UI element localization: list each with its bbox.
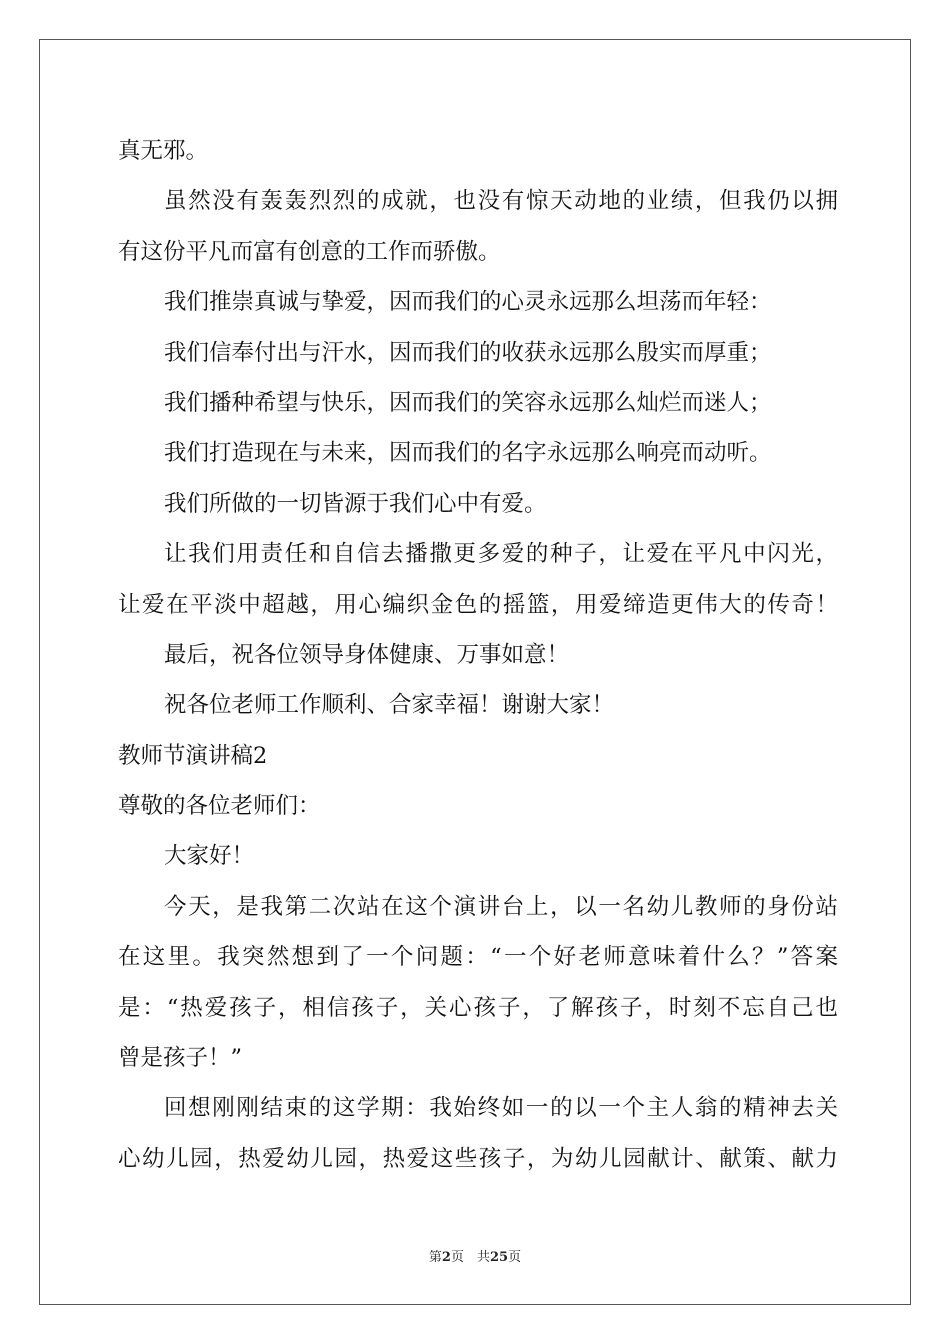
greeting: 大家好！ [164, 843, 255, 870]
paragraph-line: 回想刚刚结束的这学期：我始终如一的以一个主人翁的精神去关 [164, 1095, 838, 1122]
footer-mid: 页 共 [450, 1250, 490, 1265]
section-title: 教师节演讲稿2 [118, 742, 268, 769]
paragraph-line: 在这里。我突然想到了一个问题：“一个好老师意味着什么？”答案 [118, 944, 838, 971]
document-body [118, 126, 838, 1184]
paragraph-line: 是：“热爱孩子，相信孩子，关心孩子，了解孩子，时刻不忘自己也 [118, 994, 838, 1021]
paragraph-line: 我们信奉付出与汗水，因而我们的收获永远那么殷实而厚重； [164, 339, 772, 366]
paragraph-line: 真无邪。 [118, 138, 209, 164]
paragraph-line: 虽然没有轰轰烈烈的成就，也没有惊天动地的业绩，但我仍以拥 [164, 188, 838, 215]
paragraph-line: 今天，是我第二次站在这个演讲台上，以一名幼儿教师的身份站 [164, 893, 838, 920]
total-pages: 25 [489, 1250, 509, 1265]
paragraph-line: 我们所做的一切皆源于我们心中有爱。 [164, 490, 547, 517]
paragraph-line: 最后，祝各位领导身体健康、万事如意！ [164, 641, 570, 668]
paragraph-line: 我们推崇真诚与挚爱，因而我们的心灵永远那么坦荡而年轻： [164, 289, 772, 316]
paragraph-line: 我们打造现在与未来，因而我们的名字永远那么响亮而动听。 [164, 440, 772, 467]
page-footer [0, 1246, 950, 1265]
paragraph-line: 有这份平凡而富有创意的工作而骄傲。 [118, 238, 501, 265]
paragraph-line: 心幼儿园，热爱幼儿园，热爱这些孩子，为幼儿园献计、献策、献力 [118, 1145, 838, 1172]
paragraph-line: 曾是孩子！” [118, 1045, 243, 1072]
paragraph-line: 祝各位老师工作顺利、合家幸福！谢谢大家！ [164, 692, 615, 719]
paragraph-line: 让爱在平淡中超越，用心编织金色的摇篮，用爱缔造更伟大的传奇！ [118, 591, 838, 618]
salutation: 尊敬的各位老师们： [118, 793, 321, 820]
footer-suffix: 页 [508, 1250, 522, 1265]
paragraph-line: 我们播种希望与快乐，因而我们的笑容永远那么灿烂而迷人； [164, 389, 772, 416]
current-page-number: 2 [441, 1250, 451, 1265]
paragraph-line: 让我们用责任和自信去播撒更多爱的种子，让爱在平凡中闪光， [164, 541, 838, 568]
footer-prefix: 第 [428, 1250, 442, 1265]
